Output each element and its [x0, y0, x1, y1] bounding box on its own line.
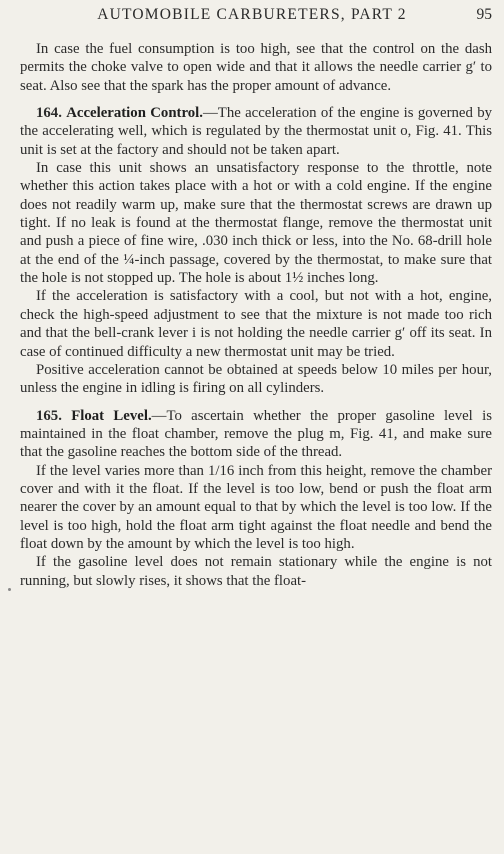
paragraph-text: If the level varies more than 1/16 inch from this height, remove the chamber cover and with it the float. If the level is too low, bend or push the float arm nearer the cover by an amount equal to that by which the level is too low. If the level is too high, hold the float arm tight against the float needle and bend the float down by the amount by which the level is too high. — [20, 462, 492, 552]
paragraph-text: —To ascertain whether the proper gasoline level is maintained in the float chamber, remove the plug m, Fig. 41, and make sure that the gasoline reaches the bottom side of the thread. — [20, 407, 492, 461]
paragraph-text: If the gasoline level does not remain stationary while the engine is not running, but slowly rises, it shows that the float- — [20, 554, 492, 589]
margin-mark — [8, 588, 11, 591]
section-heading: Acceleration Control. — [66, 105, 203, 122]
paragraph-text: If the acceleration is satisfactory with a cool, but not with a hot, engine, check the high-speed adjustment to see that the mixture is not made too rich and that the bell-crank lever i is not holding the needle carrier g′ off its seat. In case of continued difficulty a new thermostat unit may be tried. — [20, 288, 492, 360]
paragraph-text: In case this unit shows an unsatisfactory response to the throttle, note whether this action takes place with a hot or with a cold engine. If the engine does not readily warm up, make sure that the thermostat screws are drawn up tight. If no leak is found at the thermostat flange, remove the thermostat unit and push a piece of fine wire, .030 inch thick or less, into the No. 68-drill hole at the end of the ¼-inch passage, covered by the thermostat, to make sure that the hole is not stopped up. The hole is about 1½ inches long. — [20, 160, 492, 287]
section-paragraph-165 — [20, 407, 492, 462]
paragraph — [20, 462, 492, 554]
section-paragraph-164 — [20, 104, 492, 159]
paragraph — [20, 553, 492, 590]
page-header — [0, 6, 504, 24]
paragraph-text: Positive acceleration cannot be obtained at speeds below 10 miles per hour, unless the engine in idling is firing on all cylinders. — [20, 361, 492, 397]
page-number: 95 — [476, 6, 492, 23]
paragraph-text: —The acceleration of the engine is governed by the accelerating well, which is regulated by the thermostat unit o, Fig. 41. This unit is set at the factory and should not be taken apart. — [20, 105, 492, 158]
paragraph — [20, 159, 492, 287]
paragraph-text: In case the fuel consumption is too high, see that the control on the dash permits the choke valve to open wide and that it allows the needle carrier g′ to seat. Also see that the spark has the proper amount of advance. — [20, 41, 492, 94]
running-head: AUTOMOBILE CARBURETERS, PART 2 — [97, 6, 407, 23]
paragraph — [20, 287, 492, 360]
paragraph — [20, 40, 492, 95]
paragraph — [20, 361, 492, 398]
section-number: 164. — [36, 105, 62, 122]
body-text — [20, 40, 492, 590]
section-number: 165. — [36, 407, 62, 424]
section-heading: Float Level. — [71, 407, 152, 424]
